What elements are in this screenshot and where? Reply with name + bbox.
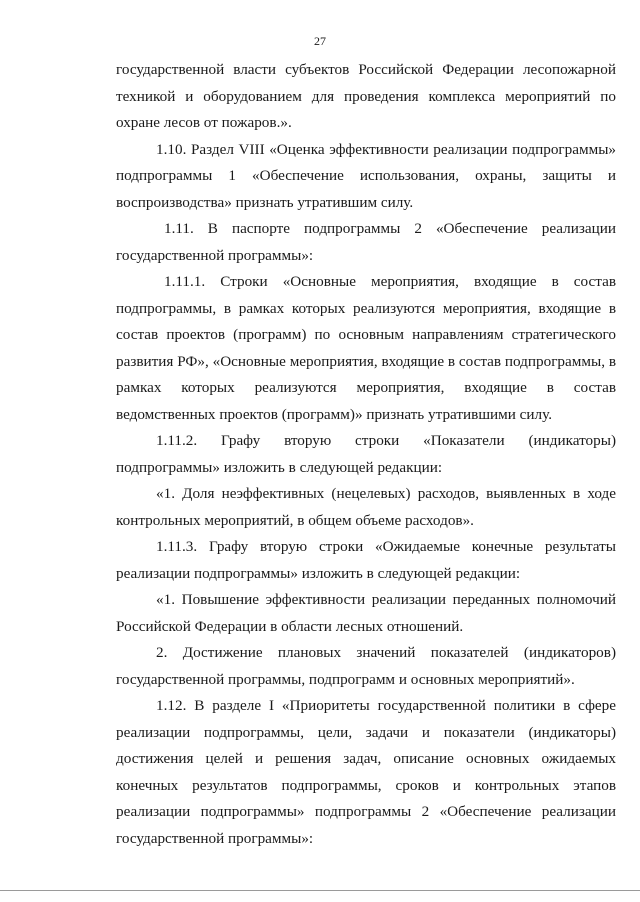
scan-bottom-edge: [0, 890, 640, 891]
page-number: 27: [314, 34, 326, 48]
paragraph-1-10: 1.10. Раздел VIII «Оценка эффективности реализации подпрограммы» подпрограммы 1 «Обеспечение использования, охраны, защиты и воспроизводства» признать утратившим силу.: [116, 140, 616, 211]
paragraph-continuation: государственной власти субъектов Российской Федерации лесопожарной техникой и оборудованием для проведения комплекса мероприятий по охране лесов от пожаров.».: [116, 61, 616, 131]
paragraph-1-12: 1.12. В разделе I «Приоритеты государственной политики в сфере реализации подпрограммы, цели, задачи и показатели (индикаторы) достижения целей и решения задач, описание основных ожидаемых конечных результатов подпрограммы, сроков и контрольных этапов реализации подпрограммы» подпрограммы 2 «Обеспечение реализации государственной программы»:: [116, 697, 616, 847]
paragraph-1-11-3: 1.11.3. Графу вторую строки «Ожидаемые конечные результаты реализации подпрограммы» изложить в следующей редакции:: [116, 538, 616, 582]
document-body: [116, 57, 616, 852]
paragraph-quote-indicator: «1. Доля неэффективных (нецелевых) расходов, выявленных в ходе контрольных мероприятий, в общем объеме расходов».: [116, 485, 616, 529]
paragraph-1-11-2: 1.11.2. Графу вторую строки «Показатели (индикаторы) подпрограммы» изложить в следующей редакции:: [116, 432, 616, 476]
paragraph-1-11-1: 1.11.1. Строки «Основные мероприятия, входящие в состав подпрограммы, в рамках которых реализуются мероприятия, входящие в состав проектов (программ) по основным направлениям стратегического развития РФ», «Основные мероприятия, входящие в состав подпрограммы, в рамках которых реализуются мероприятия, входящие в состав ведомственных проектов (программ)» признать утратившими силу.: [116, 273, 616, 423]
paragraph-1-11: 1.11. В паспорте подпрограммы 2 «Обеспечение реализации государственной программы»:: [116, 220, 616, 264]
paragraph-quote-result-2: 2. Достижение плановых значений показателей (индикаторов) государственной программы, подпрограмм и основных мероприятий».: [116, 644, 616, 688]
paragraph-quote-result-1: «1. Повышение эффективности реализации переданных полномочий Российской Федерации в области лесных отношений.: [116, 591, 616, 635]
